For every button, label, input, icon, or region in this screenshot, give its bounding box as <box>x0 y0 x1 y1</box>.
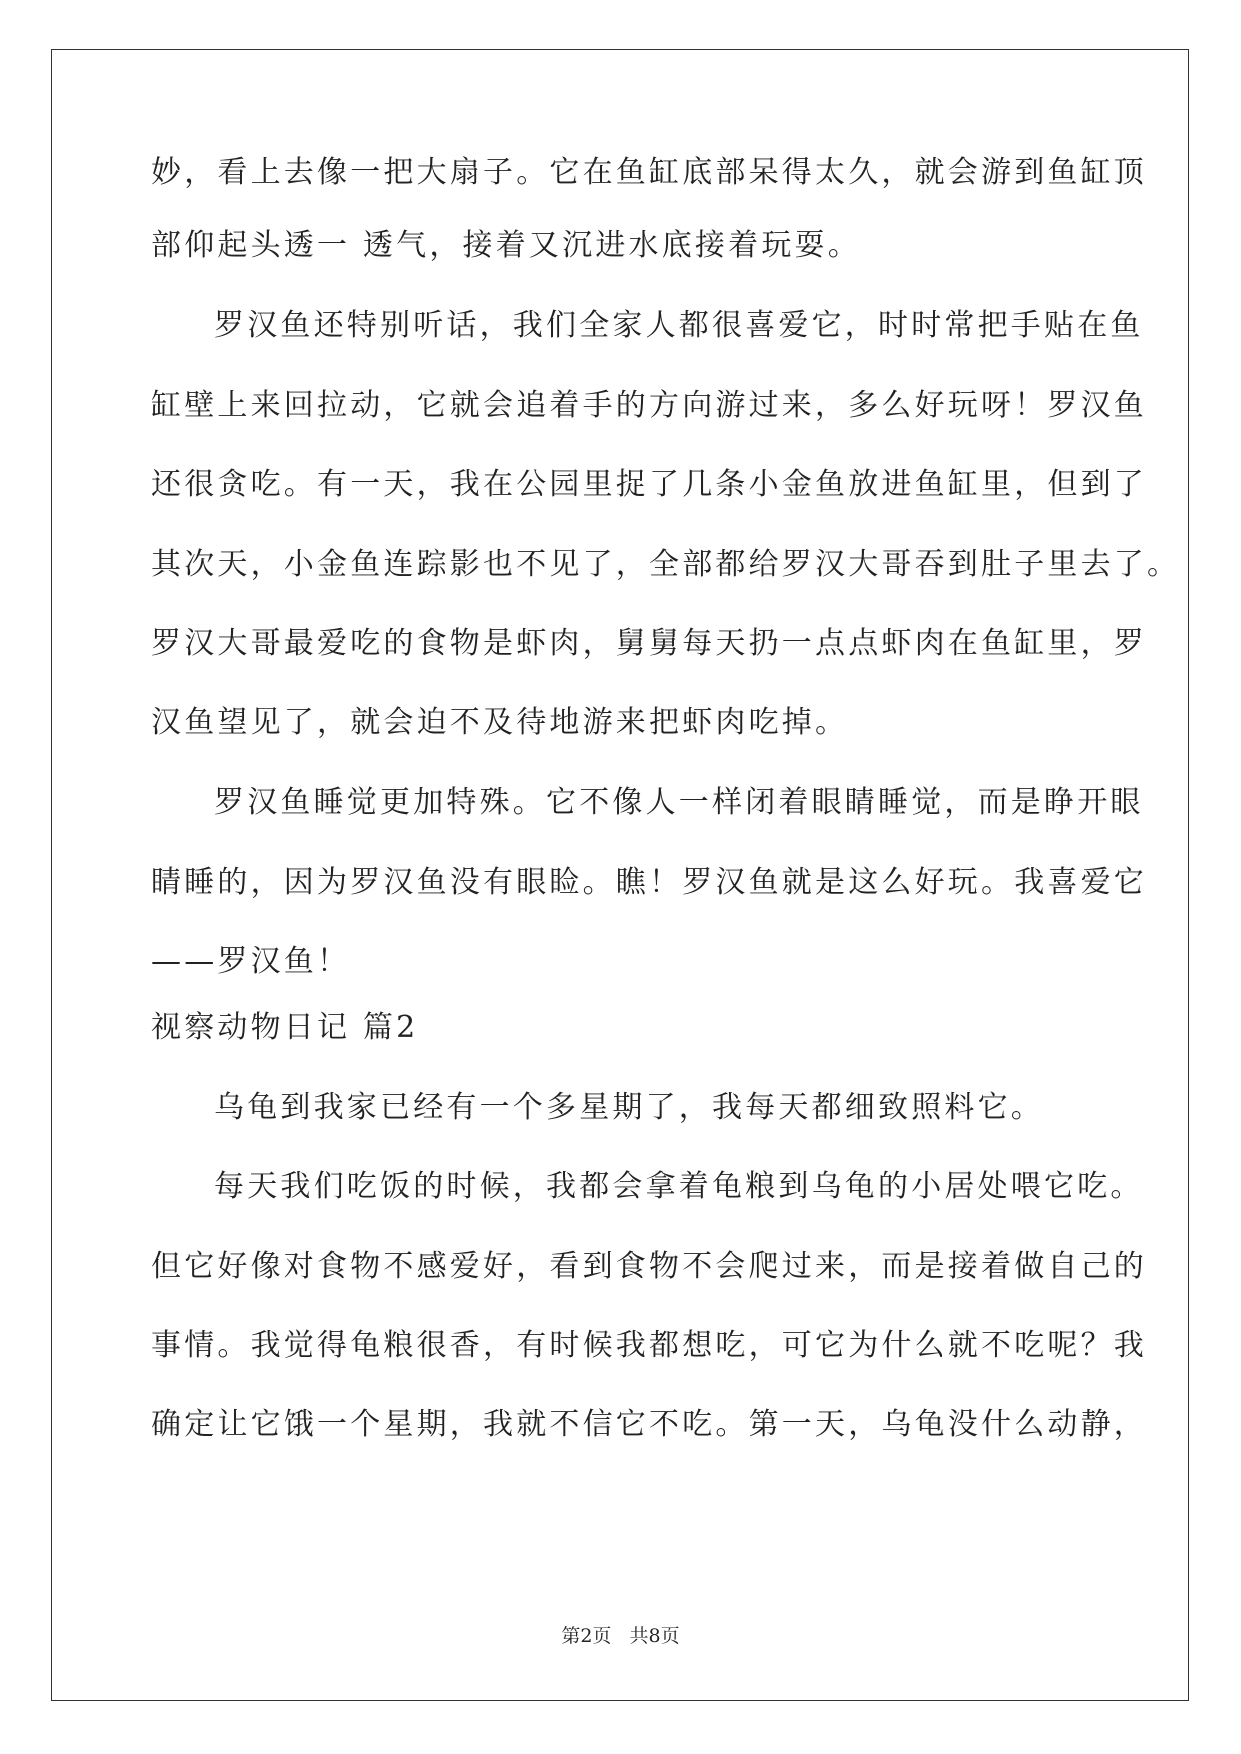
paragraph-line: 其次天，小金鱼连踪影也不见了，全部都给罗汉大哥吞到肚子里去了。 <box>151 547 1181 582</box>
section-heading: 视察动物日记 篇2 <box>151 1010 419 1045</box>
paragraph-line: 乌龟到我家已经有一个多星期了，我每天都细致照料它。 <box>214 1090 1044 1125</box>
paragraph-line: 罗汉大哥最爱吃的食物是虾肉，舅舅每天扔一点点虾肉在鱼缸里，罗 <box>151 626 1147 661</box>
paragraph-line: 确定让它饿一个星期，我就不信它不吃。第一天，乌龟没什么动静， <box>151 1407 1147 1442</box>
paragraph-line: 妙，看上去像一把大扇子。它在鱼缸底部呆得太久，就会游到鱼缸顶 <box>151 155 1147 190</box>
paragraph-line: 罗汉鱼还特别听话，我们全家人都很喜爱它，时时常把手贴在鱼 <box>214 308 1144 343</box>
paragraph-line: 睛睡的，因为罗汉鱼没有眼睑。瞧！罗汉鱼就是这么好玩。我喜爱它 <box>151 865 1147 900</box>
paragraph-line: 部仰起头透一 透气，接着又沉进水底接着玩耍。 <box>151 228 861 263</box>
paragraph-line: ——罗汉鱼！ <box>151 944 351 979</box>
paragraph-line: 每天我们吃饭的时候，我都会拿着龟粮到乌龟的小居处喂它吃。 <box>214 1169 1144 1204</box>
page-number-footer: 第2页 共8页 <box>561 1625 680 1647</box>
paragraph-line: 事情。我觉得龟粮很香，有时候我都想吃，可它为什么就不吃呢？我 <box>151 1328 1147 1363</box>
paragraph-line: 罗汉鱼睡觉更加特殊。它不像人一样闭着眼睛睡觉，而是睁开眼 <box>214 785 1144 820</box>
paragraph-line: 汉鱼望见了，就会迫不及待地游来把虾肉吃掉。 <box>151 705 849 740</box>
paragraph-line: 还很贪吃。有一天，我在公园里捉了几条小金鱼放进鱼缸里，但到了 <box>151 467 1147 502</box>
paragraph-line: 缸壁上来回拉动，它就会追着手的方向游过来，多么好玩呀！罗汉鱼 <box>151 388 1147 423</box>
paragraph-line: 但它好像对食物不感爱好，看到食物不会爬过来，而是接着做自己的 <box>151 1249 1147 1284</box>
